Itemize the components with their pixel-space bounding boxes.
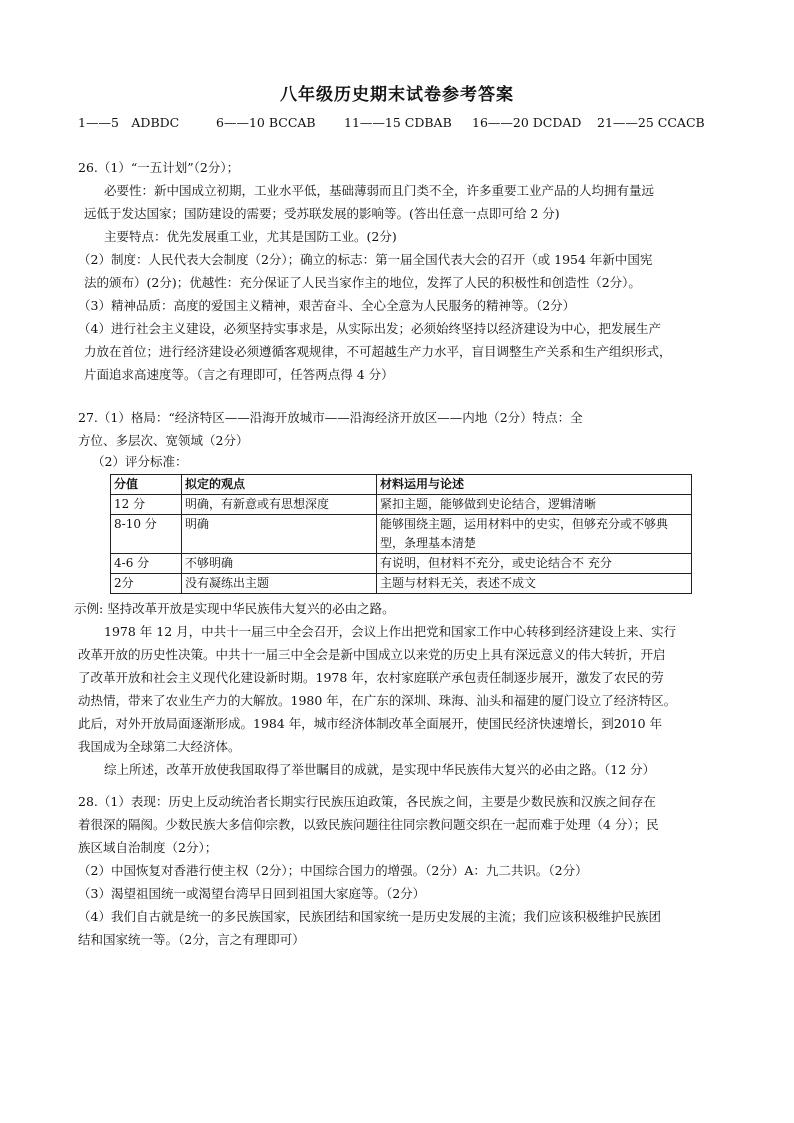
- page-title: 八年级历史期末试卷参考答案: [280, 85, 514, 105]
- q26-line: 26.（1）“一五计划”（2分）；: [78, 160, 240, 175]
- q26-line: （2）制度：人民代表大会制度（2分）；确立的标志：第一届全国代表大会的召开（或 1954 年新中国宪: [78, 252, 653, 267]
- q26-line: 必要性：新中国成立初期，工业水平低，基础薄弱而且门类不全，许多重要工业产品的人均拥有量远: [104, 183, 655, 198]
- q26-line: 片面追求高速度等。（言之有理即可，任答两点得 4 分）: [84, 367, 394, 382]
- question-28: [78, 790, 710, 951]
- table-header-row: [111, 475, 692, 495]
- q28-line: （4）我们自古就是统一的多民族国家，民族团结和国家统一是历史发展的主流；我们应该积极维护民族团: [78, 909, 661, 924]
- q28-line: （3）渴望祖国统一或渴望台湾早日回到祖国大家庭等。（2分）: [78, 886, 426, 901]
- essay-example: 示例: 坚持改革开放是实现中华民族伟大复兴的必由之路。: [74, 601, 395, 616]
- answer-group: 1——5 ADBDC: [78, 115, 180, 130]
- essay-line: 综上所述，改革开放使我国取得了举世瞩目的成就，是实现中华民族伟大复兴的必由之路。（12 分）: [104, 762, 656, 777]
- question-26: [78, 156, 710, 386]
- answer-group: 11——15 CDBAB: [344, 115, 452, 130]
- q26-line: 法的颁布）(2分)；优越性：充分保证了人民当家作主的地位，发挥了人民的积极性和创造性（2分）。: [84, 275, 641, 290]
- table-cell: 明确: [182, 515, 377, 554]
- question-27-essay: [74, 597, 710, 781]
- table-cell: 2分: [111, 574, 182, 594]
- q28-line: 族区域自治制度（2分）；: [78, 840, 218, 855]
- essay-line: 我国成为全球第二大经济体。: [78, 739, 241, 754]
- scoring-table-wrap: [110, 474, 692, 594]
- table-cell: 12 分: [111, 495, 182, 515]
- table-cell: 4-6 分: [111, 554, 182, 574]
- q27-line: 27.（1）格局：“经济特区——沿海开放城市——沿海经济开放区——内地（2分）特点：全: [78, 410, 583, 425]
- table-cell: 有说明，但材料不充分，或史论结合不 充分: [377, 554, 692, 574]
- table-cell: 明确，有新意或有思想深度: [182, 495, 377, 515]
- table-cell: 能够围绕主题，运用材料中的史实，但够充分或不够典型，条理基本清楚: [377, 515, 692, 554]
- table-cell: 紧扣主题，能够做到史论结合，逻辑清晰: [377, 495, 692, 515]
- q28-line: （2）中国恢复对香港行使主权（2分）；中国综合国力的增强。（2分）A：九二共识。（2分）: [78, 863, 588, 878]
- table-row: [111, 495, 692, 515]
- essay-line: 动热情，带来了农业生产力的大解放。1980 年，在广东的深圳、珠海、汕头和福建的厦门设立了经济特区。: [78, 693, 677, 708]
- q28-line: 结和国家统一等。（2分，言之有理即可）: [78, 932, 305, 947]
- table-row: [111, 554, 692, 574]
- essay-line: 了改革开放和社会主义现代化建设新时期。1978 年，农村家庭联产承包责任制逐步展开，激发了农民的劳: [78, 670, 664, 685]
- q26-line: （4）进行社会主义建设，必须坚持实事求是，从实际出发；必须始终坚持以经济建设为中心，把发展生产: [78, 321, 661, 336]
- essay-line: 此后，对外开放局面逐渐形成。1984 年，城市经济体制改革全面展开，使国民经济快速增长，到2010 年: [78, 716, 663, 731]
- q26-line: 远低于发达国家；国防建设的需要；受苏联发展的影响等。(答出任意一点即可给 2 分): [84, 206, 560, 221]
- table-cell: 没有凝练出主题: [182, 574, 377, 594]
- table-cell: 不够明确: [182, 554, 377, 574]
- q28-line: 着很深的隔阂。少数民族大多信仰宗教，以致民族问题往往同宗教问题交织在一起而难于处理（4 分）；民: [78, 817, 659, 832]
- answer-group: 6——10 BCCAB: [216, 115, 316, 130]
- choice-answers-row: [78, 113, 718, 131]
- table-cell: 主题与材料无关，表述不成文: [377, 574, 692, 594]
- scoring-table: [110, 474, 692, 594]
- question-27: [78, 406, 710, 472]
- answer-group: 16——20 DCDAD: [472, 115, 582, 130]
- essay-line: 1978 年 12 月，中共十一届三中全会召开，会议上作出把党和国家工作中心转移到经济建设上来、实行: [104, 624, 677, 639]
- table-header-cell: 拟定的观点: [182, 475, 377, 495]
- table-row: [111, 574, 692, 594]
- q28-line: 28.（1）表现：历史上反动统治者长期实行民族压迫政策，各民族之间，主要是少数民族和汉族之间存在: [78, 794, 656, 809]
- table-header-cell: 材料运用与论述: [377, 475, 692, 495]
- q26-line: 主要特点：优先发展重工业，尤其是国防工业。(2分): [104, 229, 397, 244]
- essay-line: 改革开放的历史性决策。中共十一届三中全会是新中国成立以来党的历史上具有深远意义的伟大转折，开启: [78, 647, 666, 662]
- table-header-cell: 分值: [111, 475, 182, 495]
- table-cell: 8-10 分: [111, 515, 182, 554]
- answer-group: 21——25 CCACB: [597, 115, 705, 130]
- table-row: [111, 515, 692, 554]
- q26-line: （3）精神品质：高度的爱国主义精神，艰苦奋斗、全心全意为人民服务的精神等。（2分）: [78, 298, 576, 313]
- q26-line: 力放在首位；进行经济建设必须遵循客观规律，不可超越生产力水平，盲目调整生产关系和生产组织形式，: [84, 344, 672, 359]
- q27-line: 方位、多层次、宽领域（2分）: [78, 433, 249, 448]
- q27-line: （2）评分标准：: [92, 454, 188, 469]
